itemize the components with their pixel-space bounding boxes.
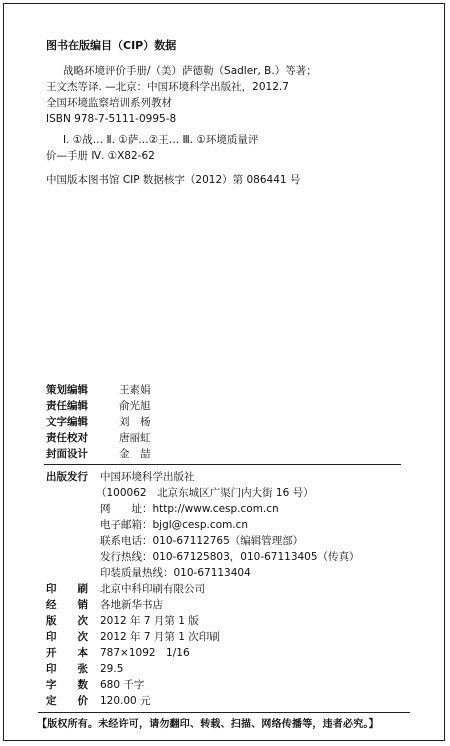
cip-line: 战略环境评价手册/（美）萨德勒（Sadler, B.）等著； [63, 65, 317, 77]
staff-role: 策划编辑 [46, 384, 88, 396]
staff-name: 王素娟 [119, 384, 151, 396]
spec-value: 北京中科印刷有限公司 [100, 583, 205, 595]
staff-name: 唐丽虹 [119, 432, 151, 444]
spec-value: 120.00 元 [100, 695, 151, 707]
spec-label: 字 数 [46, 679, 88, 691]
publisher-name: 中国环境科学出版社 [100, 471, 195, 483]
spec-value: 2012 年 7 月第 1 次印刷 [100, 631, 220, 643]
publisher-quality: 印装质量热线：010-67113404 [100, 567, 251, 579]
staff-role: 责任校对 [46, 432, 88, 444]
cip-data-number: 中国版本图书馆 CIP 数据核字（2012）第 086441 号 [46, 174, 301, 186]
publisher-contact: 联系电话：010-67112765（编辑管理部） [100, 535, 304, 547]
spec-label: 定 价 [46, 695, 88, 707]
cip-line: Ⅰ. ①战… Ⅱ. ①萨…②王… Ⅲ. ①环境质量评 [63, 134, 259, 146]
cip-line: 价—手册 Ⅳ. ①X82-62 [46, 150, 155, 162]
spec-label: 开 本 [46, 647, 88, 659]
publisher-label: 出版发行 [46, 471, 88, 483]
cip-line: 全国环境监察培训系列教材 [46, 97, 172, 109]
publisher-website: 网 址：http://www.cesp.com.cn [100, 503, 279, 515]
staff-name: 金 喆 [119, 448, 151, 460]
spec-value: 2012 年 7 月第 1 版 [100, 615, 199, 627]
spec-value: 787×1092 1/16 [100, 647, 190, 659]
divider [38, 712, 410, 713]
spec-value: 各地新华书店 [100, 599, 163, 611]
divider [44, 464, 401, 465]
copyright-notice: 【版权所有。未经许可，请勿翻印、转载、扫描、网络传播等，违者必究。】 [37, 719, 379, 730]
spec-label: 印 刷 [46, 583, 88, 595]
staff-name: 俞光旭 [119, 400, 151, 412]
spec-label: 印 张 [46, 663, 88, 675]
spec-label: 版 次 [46, 615, 88, 627]
spec-value: 680 千字 [100, 679, 145, 691]
staff-role: 封面设计 [46, 448, 88, 460]
staff-role: 文字编辑 [46, 416, 88, 428]
cip-line: 王文杰等译. —北京：中国环境科学出版社，2012.7 [46, 81, 289, 93]
spec-value: 29.5 [100, 663, 124, 675]
staff-name: 刘 杨 [119, 416, 151, 428]
cip-heading: 图书在版编目（CIP）数据 [46, 39, 177, 52]
publisher-address: （100062 北京东城区广渠门内大街 16 号） [96, 487, 314, 499]
spec-label: 经 销 [46, 599, 88, 611]
cip-line: ISBN 978-7-5111-0995-8 [46, 113, 177, 125]
staff-role: 责任编辑 [46, 400, 88, 412]
publisher-sales: 发行热线：010-67125803，010-67113405（传真） [100, 551, 360, 563]
publisher-email: 电子邮箱：bjgl@cesp.com.cn [100, 519, 249, 531]
spec-label: 印 次 [46, 631, 88, 643]
